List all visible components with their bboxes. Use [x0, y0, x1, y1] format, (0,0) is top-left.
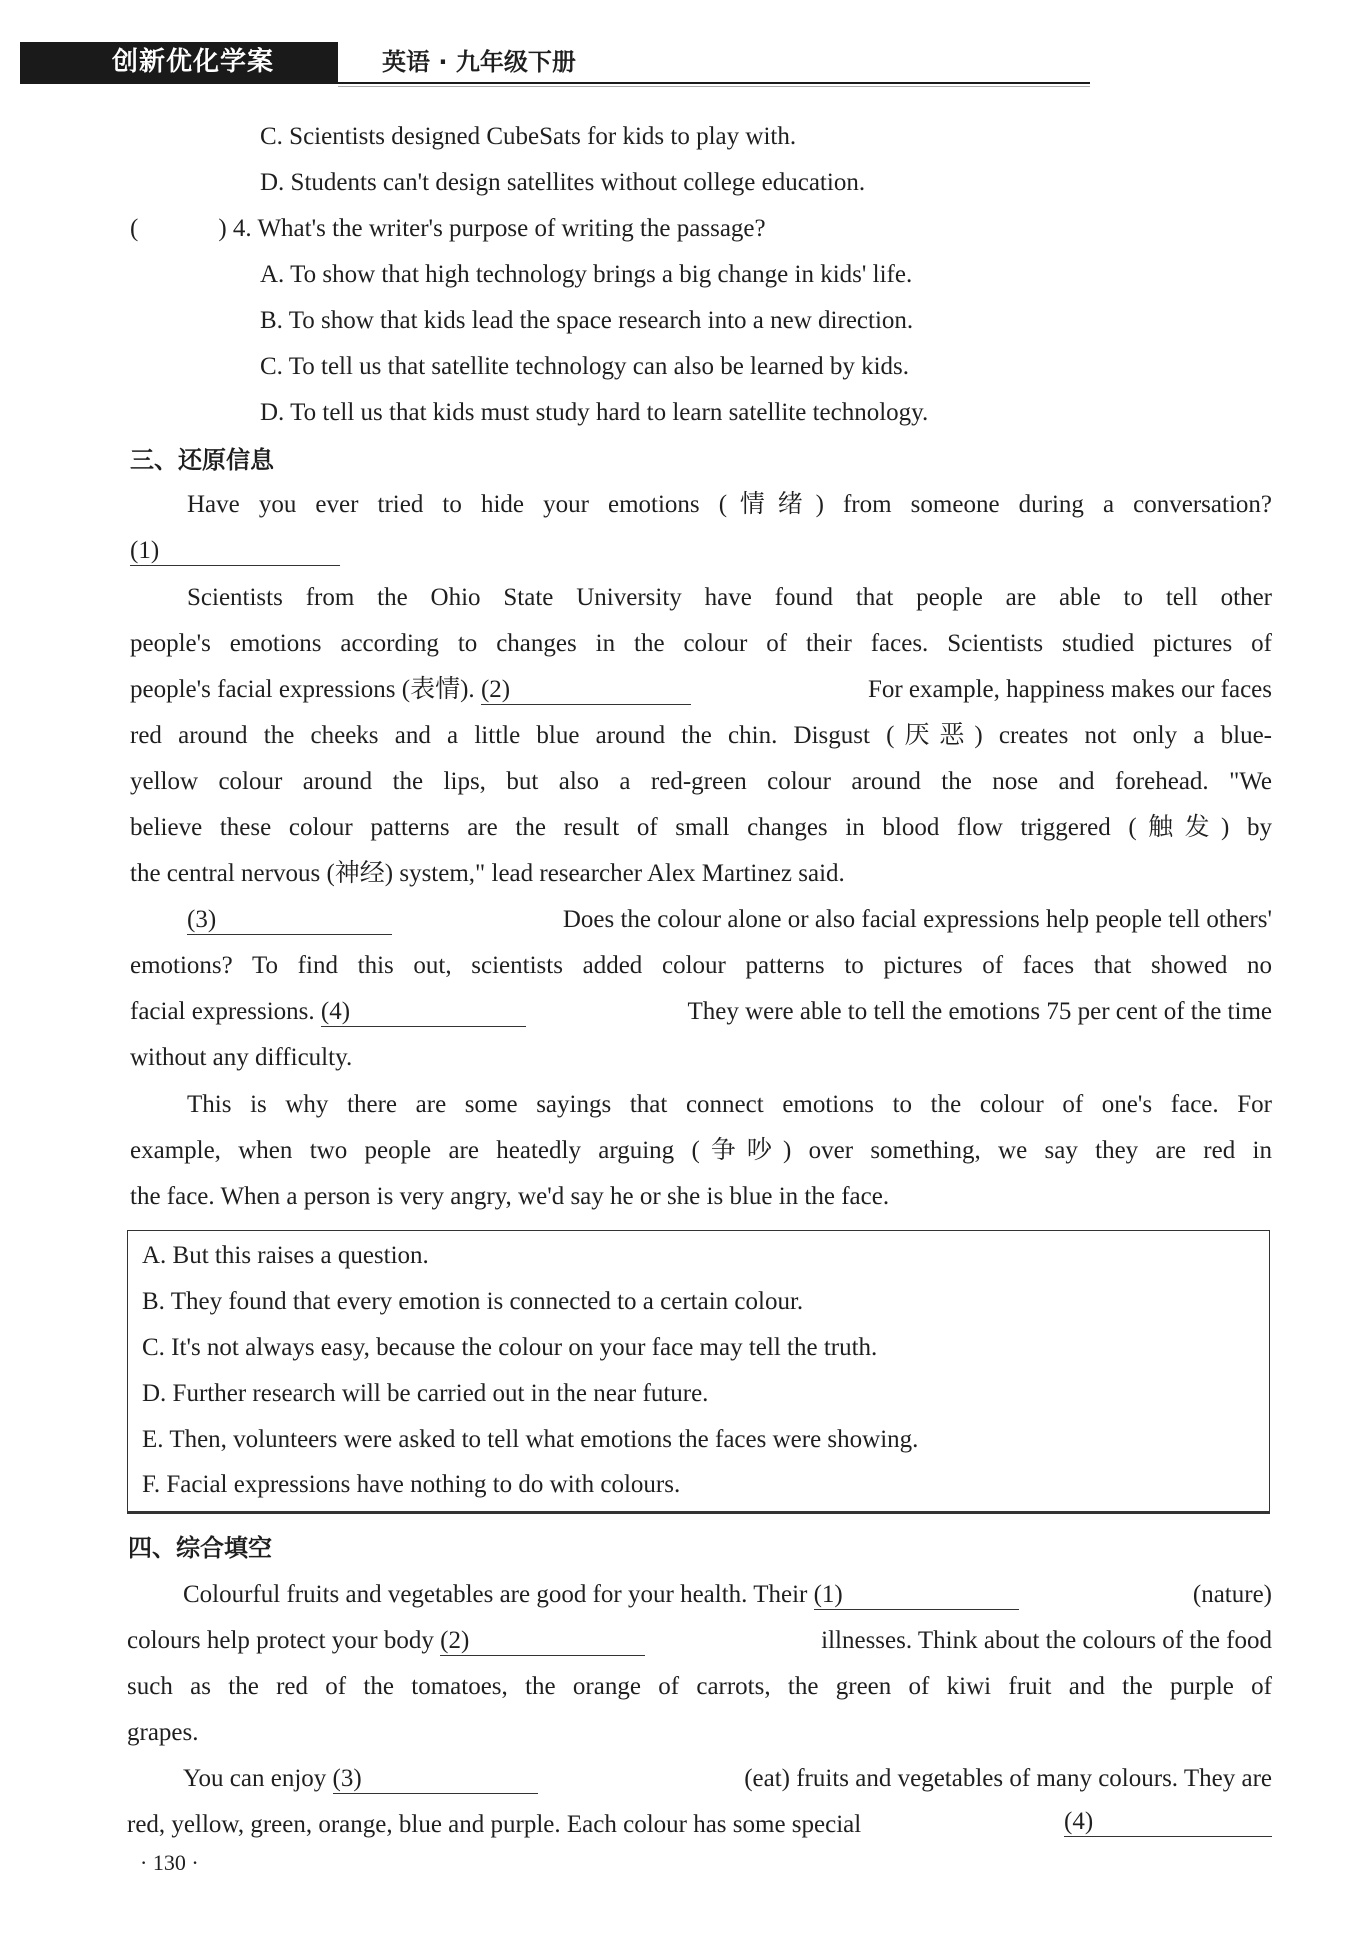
s3-line-12: without any difficulty.: [130, 1044, 353, 1071]
s4-line-6: red, yellow, green, orange, blue and purple. Each colour has some special (4): [127, 1808, 1272, 1842]
option-c: C. It's not always easy, because the colour on your face may tell the truth.: [142, 1334, 878, 1361]
q4-stem: 4. What's the writer's purpose of writing the passage?: [232, 215, 766, 242]
book-title: 英语 · 九年级下册: [382, 48, 576, 76]
blank-2[interactable]: (2): [481, 676, 691, 705]
blank-1[interactable]: (1): [130, 537, 340, 566]
q4-stem-line: [130, 212, 766, 246]
s3-line-2: Scientists from the Ohio State University have found that people are able to tell other: [187, 584, 1272, 611]
s4-blank-3[interactable]: (3): [333, 1765, 538, 1794]
s3-line-5: red around the cheeks and a little blue around the chin. Disgust (厌恶) creates not only a blue-: [130, 722, 1272, 749]
s3-line-1: Have you ever tried to hide your emotions (情绪) from someone during a conversation?: [187, 491, 1272, 518]
answer-bracket-open: (: [130, 215, 139, 242]
s3-line-11: facial expressions. (4) They were able to tell the emotions 75 per cent of the time: [130, 998, 1272, 1025]
option-d: D. Further research will be carried out in the near future.: [142, 1380, 709, 1407]
blank-3[interactable]: (3): [187, 906, 392, 935]
option-f: F. Facial expressions have nothing to do with colours.: [142, 1471, 681, 1498]
q4-option-d: D. To tell us that kids must study hard to learn satellite technology.: [260, 399, 929, 426]
page-number: · 130 ·: [140, 1850, 199, 1875]
answer-bracket-close: ): [218, 215, 227, 242]
s3-line-10: emotions? To find this out, scientists added colour patterns to pictures of faces that showed no: [130, 952, 1272, 979]
s4-line-2: colours help protect your body (2) illnesses. Think about the colours of the food: [127, 1627, 1272, 1654]
s4-line-1: Colourful fruits and vegetables are good for your health. Their (1) (nature): [183, 1581, 1272, 1608]
s3-line-9: (3) Does the colour alone or also facial expressions help people tell others': [187, 906, 1272, 933]
q4-option-c: C. To tell us that satellite technology can also be learned by kids.: [260, 353, 910, 380]
option-b: B. They found that every emotion is connected to a certain colour.: [142, 1288, 804, 1315]
section-3-title: 三、还原信息: [130, 446, 274, 474]
s4-line-4: grapes.: [127, 1719, 199, 1746]
s3-blank-1-line: [130, 534, 340, 568]
s4-line-5: You can enjoy (3) (eat) fruits and vegetables of many colours. They are: [183, 1765, 1272, 1792]
s3-line-13: This is why there are some sayings that connect emotions to the colour of one's face. For: [187, 1091, 1272, 1118]
s4-blank-4[interactable]: (4): [1064, 1808, 1272, 1837]
blank-4[interactable]: (4): [321, 998, 526, 1027]
options-box: [127, 1230, 1270, 1514]
s4-blank-2[interactable]: (2): [440, 1627, 645, 1656]
s4-blank-1[interactable]: (1): [814, 1581, 1019, 1610]
s4-line-3: such as the red of the tomatoes, the orange of carrots, the green of kiwi fruit and the purple of: [127, 1673, 1272, 1700]
s3-line-15: the face. When a person is very angry, we'd say he or she is blue in the face.: [130, 1183, 890, 1210]
s3-line-6: yellow colour around the lips, but also a red-green colour around the nose and forehead. "We: [130, 768, 1272, 795]
option-a: A. But this raises a question.: [142, 1242, 429, 1269]
header-rule: [20, 82, 1090, 84]
s3-line-8: the central nervous (神经) system," lead researcher Alex Martinez said.: [130, 860, 845, 887]
brand-logo: 创新优化学案: [20, 42, 338, 82]
section-4-title: 四、综合填空: [128, 1534, 272, 1562]
s3-line-3: people's emotions according to changes in the colour of their faces. Scientists studied pictures of: [130, 630, 1272, 657]
page-header: [20, 42, 1090, 84]
q4-option-a: A. To show that high technology brings a big change in kids' life.: [260, 261, 913, 288]
header-rule-thin: [338, 86, 1090, 87]
q4-option-b: B. To show that kids lead the space research into a new direction.: [260, 307, 914, 334]
option-e: E. Then, volunteers were asked to tell what emotions the faces were showing.: [142, 1426, 919, 1453]
s3-line-4: people's facial expressions (表情). (2) For example, happiness makes our faces: [130, 676, 1272, 703]
s3-line-14: example, when two people are heatedly arguing (争吵) over something, we say they are red in: [130, 1137, 1272, 1164]
q3-option-c: C. Scientists designed CubeSats for kids to play with.: [260, 123, 797, 150]
s3-line-7: believe these colour patterns are the result of small changes in blood flow triggered (触发) by: [130, 814, 1272, 841]
q3-option-d: D. Students can't design satellites without college education.: [260, 169, 866, 196]
